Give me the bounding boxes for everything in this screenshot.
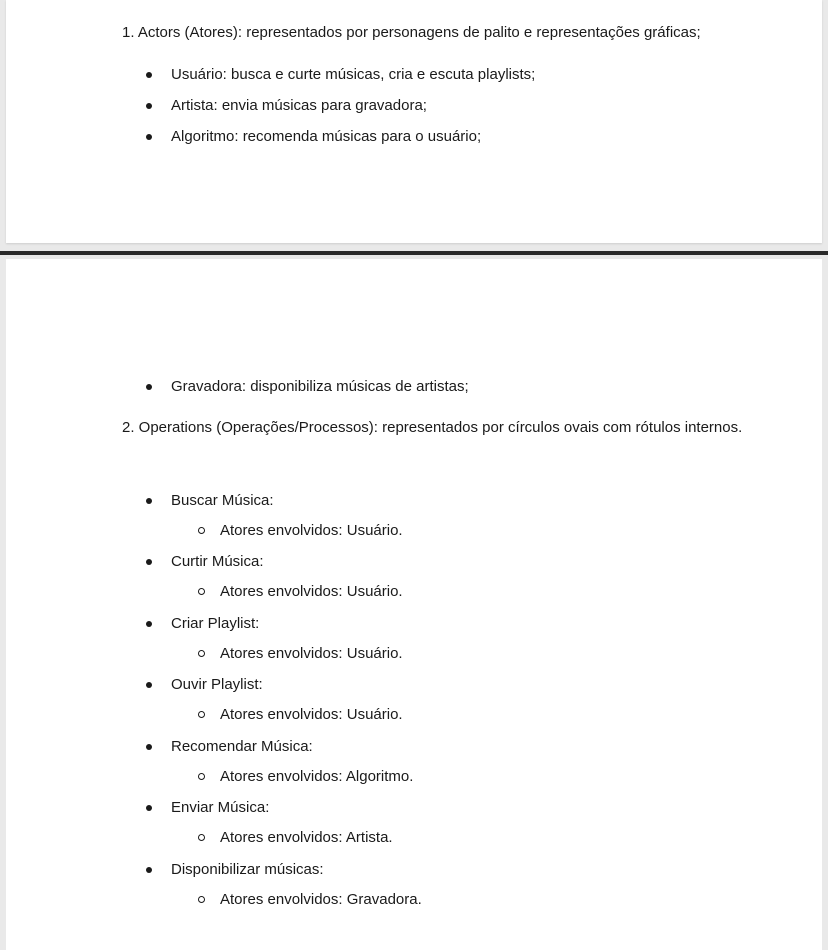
bullet-icon bbox=[146, 134, 152, 140]
operation-name: Curtir Música: bbox=[171, 553, 264, 570]
page-2 bbox=[6, 259, 822, 950]
bullet-icon bbox=[146, 559, 152, 565]
operation-actors bbox=[220, 767, 413, 787]
operation-actors-text: Atores envolvidos: Artista. bbox=[220, 829, 393, 846]
bullet-icon bbox=[146, 867, 152, 873]
operation-actors-text: Atores envolvidos: Usuário. bbox=[220, 645, 403, 662]
operation-actors bbox=[220, 705, 403, 725]
circle-bullet-icon bbox=[198, 711, 205, 718]
bullet-icon bbox=[146, 72, 152, 78]
circle-bullet-icon bbox=[198, 650, 205, 657]
operation-name: Buscar Música: bbox=[171, 492, 274, 509]
operation-name: Ouvir Playlist: bbox=[171, 676, 263, 693]
operation-actors bbox=[220, 890, 422, 910]
operation-item bbox=[171, 675, 263, 695]
page-separator bbox=[0, 251, 828, 255]
operation-item bbox=[171, 552, 264, 572]
circle-bullet-icon bbox=[198, 588, 205, 595]
operation-item bbox=[171, 737, 313, 757]
bullet-icon bbox=[146, 682, 152, 688]
circle-bullet-icon bbox=[198, 896, 205, 903]
operation-actors bbox=[220, 582, 403, 602]
actor-item-text: Usuário: busca e curte músicas, cria e escuta playlists; bbox=[171, 66, 536, 83]
operation-name: Criar Playlist: bbox=[171, 615, 260, 632]
actor-item-gravadora bbox=[171, 377, 469, 397]
operations-heading: 2. Operations (Operações/Processos): representados por círculos ovais com rótulos internos. bbox=[122, 419, 743, 436]
actor-item-text: Algoritmo: recomenda músicas para o usuário; bbox=[171, 128, 482, 145]
operation-name: Recomendar Música: bbox=[171, 738, 313, 755]
operation-item bbox=[171, 798, 269, 818]
operation-actors-text: Atores envolvidos: Usuário. bbox=[220, 522, 403, 539]
operation-actors-text: Atores envolvidos: Gravadora. bbox=[220, 891, 422, 908]
operation-item bbox=[171, 491, 274, 511]
actor-item-usuario bbox=[171, 65, 535, 85]
bullet-icon bbox=[146, 621, 152, 627]
actor-item-algoritmo bbox=[171, 127, 481, 147]
operation-name: Disponibilizar músicas: bbox=[171, 861, 324, 878]
circle-bullet-icon bbox=[198, 834, 205, 841]
operation-item bbox=[171, 860, 324, 880]
operation-actors-text: Atores envolvidos: Algoritmo. bbox=[220, 768, 414, 785]
bullet-icon bbox=[146, 103, 152, 109]
circle-bullet-icon bbox=[198, 773, 205, 780]
actor-item-artista bbox=[171, 96, 427, 116]
operation-actors-text: Atores envolvidos: Usuário. bbox=[220, 583, 403, 600]
operation-item bbox=[171, 614, 259, 634]
operation-actors bbox=[220, 521, 403, 541]
bullet-icon bbox=[146, 744, 152, 750]
operation-actors bbox=[220, 828, 393, 848]
bullet-icon bbox=[146, 384, 152, 390]
operation-name: Enviar Música: bbox=[171, 799, 270, 816]
circle-bullet-icon bbox=[198, 527, 205, 534]
operation-actors bbox=[220, 644, 403, 664]
actors-heading: 1. Actors (Atores): representados por personagens de palito e representações gráficas; bbox=[122, 24, 701, 41]
bullet-icon bbox=[146, 498, 152, 504]
actor-item-text: Artista: envia músicas para gravadora; bbox=[171, 97, 427, 114]
bullet-icon bbox=[146, 805, 152, 811]
operation-actors-text: Atores envolvidos: Usuário. bbox=[220, 706, 403, 723]
page-1 bbox=[6, 0, 822, 243]
actor-item-text: Gravadora: disponibiliza músicas de artistas; bbox=[171, 378, 469, 395]
